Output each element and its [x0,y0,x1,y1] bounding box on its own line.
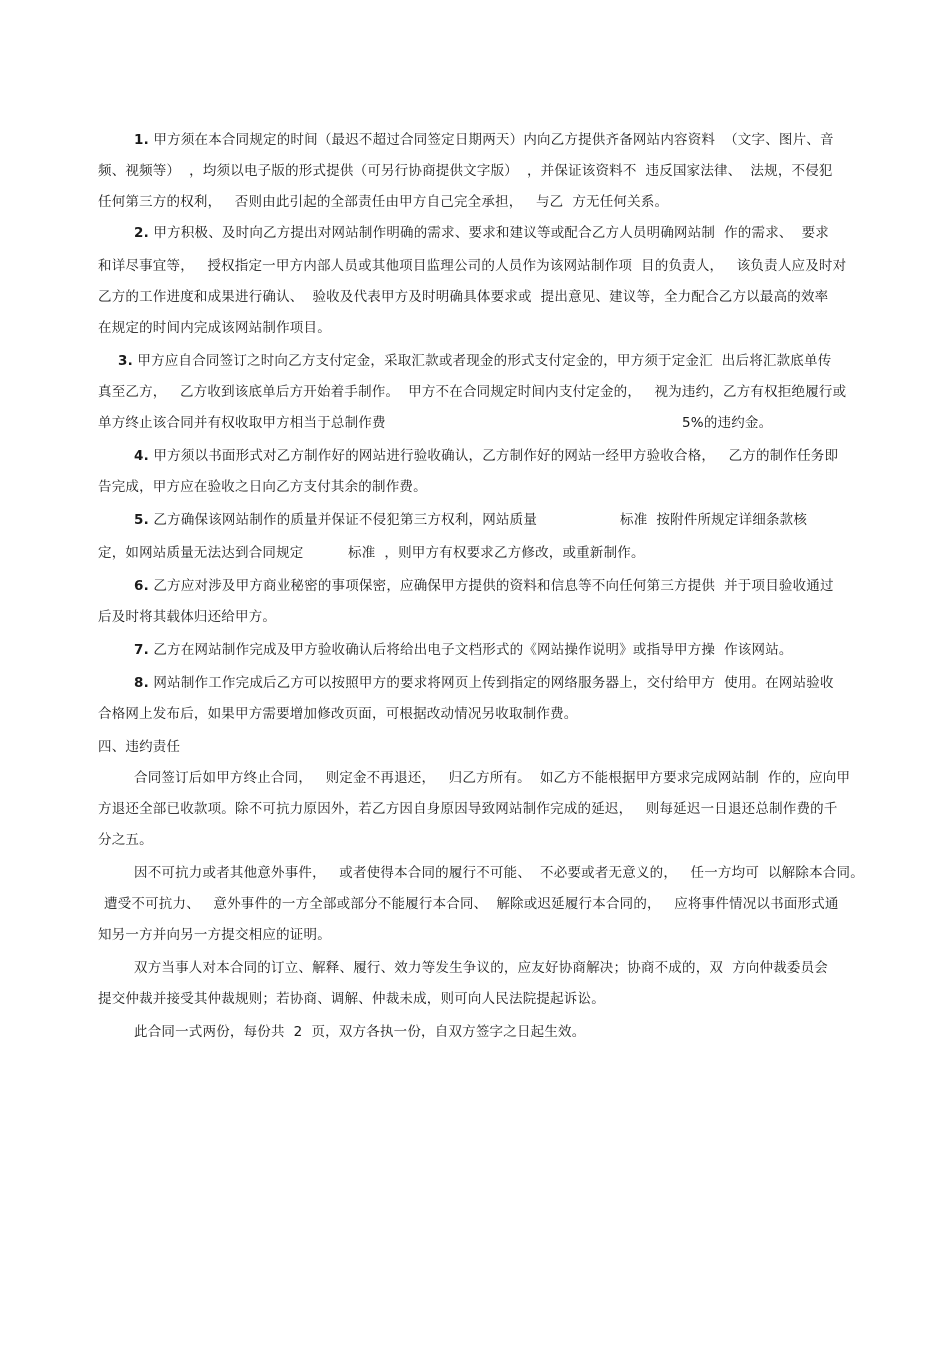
paragraph-1-line-1: 合同签订后如甲方终止合同， 则定金不再退还， 归乙方所有。 如乙方不能根据甲方要求完成网站制 作的，应向甲 [134,770,851,786]
clause-number: 8. [134,675,149,691]
clause-text: 甲方应自合同签订之时向乙方支付定金，采取汇款或者现金的形式支付定金的，甲方须于定金汇 出后将汇款底单传 [137,353,832,369]
clause-text: 乙方确保该网站制作的质量并保证不侵犯第三方权利，网站质量 [153,512,538,528]
paragraph-2-line-1: 因不可抗力或者其他意外事件， 或者使得本合同的履行不可能、 不必要或者无意义的， 任一方均可 以解除本合同。 [134,865,864,881]
paragraph-3-line-2: 提交仲裁并接受其仲裁规则；若协商、调解、仲裁未成，则可向人民法院提起诉讼。 [98,991,605,1007]
clause-number: 6. [134,578,149,594]
clause-7-line-1 [134,640,793,660]
paragraph-4-line-1: 此合同一式两份，每份共 2 页，双方各执一份，自双方签字之日起生效。 [134,1024,586,1040]
clause-2-line-1 [134,223,829,243]
clause-5-line-2-end: 标准 ，则甲方有权要求乙方修改，或重新制作。 [348,545,645,561]
clause-text: 甲方积极、及时向乙方提出对网站制作明确的需求、要求和建议等或配合乙方人员明确网站制 作的需求、 要求 [153,225,829,241]
clause-text: 甲方须以书面形式对乙方制作好的网站进行验收确认，乙方制作好的网站一经甲方验收合格， 乙方的制作任务即 [153,448,839,464]
paragraph-1-line-3: 分之五。 [98,832,153,848]
clause-2-line-3: 乙方的工作进度和成果进行确认、 验收及代表甲方及时明确具体要求或 提出意见、建议等，全力配合乙方以最高的效率 [98,289,829,305]
clause-3-penalty: 5%的违约金。 [682,415,773,431]
clause-3-line-3: 单方终止该合同并有权收取甲方相当于总制作费 [98,415,386,431]
clause-3-line-1 [118,351,831,371]
clause-3-line-2: 真至乙方， 乙方收到该底单后方开始着手制作。 甲方不在合同规定时间内支付定金的， 视为违约，乙方有权拒绝履行或 [98,384,847,400]
clause-5-line-1-end: 标准 按附件所规定详细条款核 [620,512,808,528]
clause-1-line-2: 频、视频等） ，均须以电子版的形式提供（可另行协商提供文字版） ，并保证该资料不 违反国家法律、 法规，不侵犯 [98,163,833,179]
clause-1-line-3: 任何第三方的权利， 否则由此引起的全部责任由甲方自己完全承担， 与乙 方无任何关系。 [98,194,669,210]
clause-6-line-2: 后及时将其载体归还给甲方。 [98,609,277,625]
paragraph-3-line-1: 双方当事人对本合同的订立、解释、履行、效力等发生争议的，应友好协商解决；协商不成的，双 方向仲裁委员会 [134,960,828,976]
paragraph-2-line-3: 知另一方并向另一方提交相应的证明。 [98,927,331,943]
clause-number: 7. [134,642,149,658]
clause-5-line-1 [134,510,537,530]
clause-number: 5. [134,512,149,528]
clause-number: 2. [134,225,149,241]
section-heading: 四、违约责任 [98,739,181,755]
clause-4-line-1 [134,446,838,466]
clause-number: 4. [134,448,149,464]
clause-6-line-1 [134,576,834,596]
paragraph-2-line-2: 遭受不可抗力、 意外事件的一方全部或部分不能履行本合同、 解除或迟延履行本合同的， 应将事件情况以书面形式通 [104,896,839,912]
clause-8-line-1 [134,673,834,693]
clause-text: 乙方在网站制作完成及甲方验收确认后将给出电子文档形式的《网站操作说明》或指导甲方操 作该网站。 [153,642,793,658]
clause-4-line-2: 告完成，甲方应在验收之日向乙方支付其余的制作费。 [98,479,427,495]
clause-2-line-4: 在规定的时间内完成该网站制作项目。 [98,320,331,336]
clause-5-line-2: 定，如网站质量无法达到合同规定 [98,545,304,561]
clause-2-line-2: 和详尽事宜等， 授权指定一甲方内部人员或其他项目监理公司的人员作为该网站制作项 目的负责人， 该负责人应及时对 [98,258,847,274]
clause-text: 乙方应对涉及甲方商业秘密的事项保密，应确保甲方提供的资料和信息等不向任何第三方提供 并于项目验收通过 [153,578,834,594]
clause-number: 3. [118,353,133,369]
clause-number: 1. [134,132,149,148]
paragraph-1-line-2: 方退还全部已收款项。除不可抗力原因外，若乙方因自身原因导致网站制作完成的延迟， 则每延迟一日退还总制作费的千 [98,801,838,817]
clause-text: 网站制作工作完成后乙方可以按照甲方的要求将网页上传到指定的网络服务器上，交付给甲方 使用。在网站验收 [153,675,834,691]
clause-1-line-1 [134,130,834,150]
clause-text: 甲方须在本合同规定的时间（最迟不超过合同签定日期两天）内向乙方提供齐备网站内容资料 （文字、图片、音 [153,132,834,148]
clause-8-line-2: 合格网上发布后，如果甲方需要增加修改页面，可根据改动情况另收取制作费。 [98,706,578,722]
